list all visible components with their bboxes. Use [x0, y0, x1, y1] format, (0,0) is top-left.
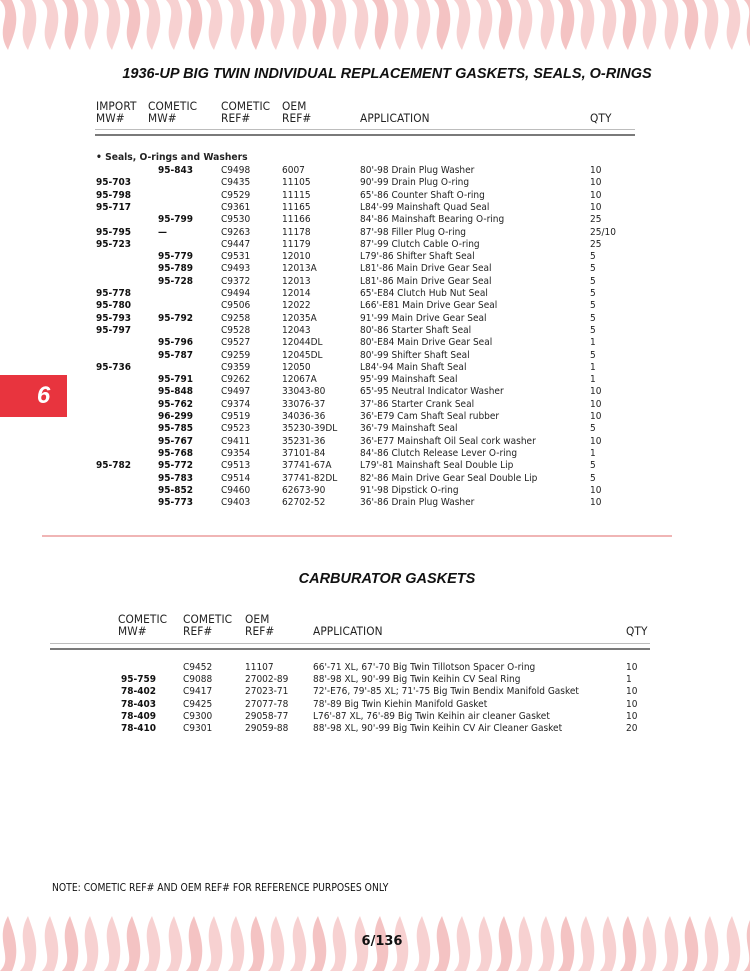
- cell-import-mw: 95-795: [96, 226, 132, 238]
- cell-import-mw: 95-736: [96, 361, 132, 373]
- cell-oem-ref: 12043: [282, 324, 311, 336]
- cell-import-mw: 95-717: [96, 201, 132, 213]
- cell-cometic-mw: —: [158, 226, 167, 238]
- table-row: [0, 411, 750, 423]
- cell-oem-ref: 12013A: [282, 263, 317, 275]
- carb-header-rule-light: [50, 643, 650, 644]
- carb-header-cometic-ref: [183, 613, 232, 637]
- cell-application: 80'-86 Starter Shaft Seal: [360, 324, 472, 336]
- cell-qty: 5: [590, 349, 596, 361]
- cell-qty: 10: [626, 698, 638, 710]
- carb-header-rule-dark: [50, 648, 650, 650]
- cell-cometic-mw: 95-789: [158, 263, 194, 275]
- cell-qty: 10: [590, 484, 602, 496]
- cell-qty: 20: [626, 723, 638, 734]
- cell-cometic-ref: C9088: [183, 674, 213, 686]
- cell-cometic-ref: C9529: [221, 189, 251, 201]
- cell-application: 87'-98 Filler Plug O-ring: [360, 226, 467, 238]
- cell-oem-ref: 37741-82DL: [282, 472, 338, 484]
- cell-oem-ref: 27023-71: [245, 686, 289, 698]
- table-row: [0, 674, 750, 686]
- flame-shape: [702, 0, 718, 50]
- flame-shape: [82, 0, 98, 50]
- flame-shape: [558, 0, 574, 50]
- cell-cometic-ref: C9528: [221, 324, 251, 336]
- cell-cometic-mw: 95-796: [158, 337, 194, 349]
- header-oem-ref: [282, 100, 311, 124]
- cell-cometic-mw: 78-409: [121, 710, 157, 722]
- flame-shape: [166, 0, 182, 50]
- cell-qty: 10: [590, 201, 602, 213]
- cell-cometic-ref: C9374: [221, 398, 251, 410]
- cell-qty: 25/10: [590, 226, 616, 238]
- cell-application: 36'-E79 Cam Shaft Seal rubber: [360, 411, 500, 422]
- cell-cometic-mw: 95-762: [158, 398, 194, 410]
- cell-application: 87'-99 Clutch Cable O-ring: [360, 238, 480, 250]
- cell-application: 78'-89 Big Twin Kiehin Manifold Gasket: [313, 698, 488, 710]
- cell-oem-ref: 27077-78: [245, 698, 289, 710]
- cell-oem-ref: 29059-88: [245, 723, 289, 734]
- cell-qty: 5: [590, 263, 596, 275]
- header-line: COMETIC: [148, 99, 198, 113]
- cell-application: 37'-86 Starter Crank Seal: [360, 398, 475, 410]
- flame-shape: [578, 0, 594, 50]
- cell-oem-ref: 37101-84: [282, 447, 326, 459]
- flame-shape: [62, 0, 78, 50]
- cell-cometic-ref: C9301: [183, 723, 213, 734]
- cell-qty: 10: [590, 165, 602, 176]
- group-label: • Seals, O-rings and Washers: [96, 152, 248, 163]
- table-row: [0, 202, 750, 214]
- header-line: REF#: [221, 111, 251, 125]
- cell-cometic-ref: C9425: [183, 698, 213, 710]
- table-row: [0, 177, 750, 189]
- flame-shape: [682, 0, 698, 50]
- page-number: 6/136: [361, 934, 403, 949]
- header-cometic-ref: [221, 100, 270, 124]
- cell-application: 65'-86 Counter Shaft O-ring: [360, 189, 485, 201]
- flame-shape: [662, 0, 678, 50]
- cell-application: L84'-94 Main Shaft Seal: [360, 361, 467, 373]
- cell-cometic-mw: 95-785: [158, 423, 194, 435]
- cell-oem-ref: 11179: [282, 238, 311, 250]
- cell-application: L84'-99 Mainshaft Quad Seal: [360, 201, 490, 213]
- cell-cometic-ref: C9300: [183, 710, 213, 722]
- table-row: [0, 662, 750, 674]
- cell-cometic-mw: 95-791: [158, 374, 194, 386]
- cell-import-mw: 95-780: [96, 300, 132, 312]
- flame-shape: [372, 0, 388, 50]
- cell-application: L79'-86 Shifter Shaft Seal: [360, 251, 475, 263]
- cell-qty: 1: [626, 674, 632, 686]
- flame-shape: [496, 0, 512, 50]
- footer-note: NOTE: COMETIC REF# AND OEM REF# FOR REFERENCE PURPOSES ONLY: [52, 882, 389, 894]
- cell-cometic-mw: 95-767: [158, 435, 194, 447]
- table-row: [0, 300, 750, 312]
- cell-application: 66'-71 XL, 67'-70 Big Twin Tillotson Spacer O-ring: [313, 662, 536, 673]
- cell-cometic-mw: 95-852: [158, 484, 194, 496]
- cell-cometic-mw: 95-848: [158, 386, 194, 398]
- header-line: APPLICATION: [313, 624, 383, 638]
- cell-cometic-mw: 95-787: [158, 349, 194, 361]
- table-row: [0, 190, 750, 202]
- table-row: [0, 337, 750, 349]
- cell-cometic-mw: 95-799: [158, 214, 194, 226]
- table-row: [0, 276, 750, 288]
- cell-application: 91'-98 Dipstick O-ring: [360, 484, 459, 496]
- cell-import-mw: 95-798: [96, 189, 132, 201]
- cell-cometic-ref: C9523: [221, 423, 251, 435]
- flame-shape: [310, 0, 326, 50]
- flame-shape: [0, 0, 16, 50]
- section-divider: [42, 535, 672, 537]
- flame-border-icon: [0, 0, 750, 58]
- cell-cometic-ref: C9359: [221, 361, 251, 373]
- carb-section-title: CARBURATOR GASKETS: [298, 571, 476, 587]
- cell-cometic-mw: 95-843: [158, 165, 194, 176]
- cell-oem-ref: 12067A: [282, 374, 317, 386]
- table-row: [0, 711, 750, 723]
- cell-application: 95'-99 Mainshaft Seal: [360, 374, 458, 386]
- table-row: [0, 423, 750, 435]
- cell-cometic-ref: C9497: [221, 386, 251, 398]
- cell-application: 84'-86 Clutch Release Lever O-ring: [360, 447, 518, 459]
- cell-qty: 5: [590, 312, 596, 324]
- cell-application: 65'-95 Neutral Indicator Washer: [360, 386, 504, 398]
- cell-oem-ref: 12050: [282, 361, 311, 373]
- cell-import-mw: 95-703: [96, 177, 132, 189]
- cell-cometic-ref: C9519: [221, 411, 251, 422]
- carb-header-application: [313, 625, 383, 637]
- table-row: [0, 686, 750, 698]
- header-line: OEM: [245, 612, 270, 626]
- flame-shape: [434, 0, 450, 50]
- cell-import-mw: 95-723: [96, 238, 132, 250]
- header-qty: [590, 112, 612, 124]
- cell-cometic-mw: 95-779: [158, 251, 194, 263]
- header-line: COMETIC: [183, 612, 233, 626]
- table-row: [0, 723, 750, 735]
- cell-cometic-ref: C9361: [221, 201, 251, 213]
- table-row: [0, 251, 750, 263]
- flame-shape: [476, 0, 492, 50]
- header-line: MW#: [148, 111, 177, 125]
- flame-shape: [104, 0, 120, 50]
- cell-cometic-mw: 78-403: [121, 698, 157, 710]
- cell-application: 82'-86 Main Drive Gear Seal Double Lip: [360, 472, 538, 484]
- flame-shape: [392, 0, 408, 50]
- flame-shape: [640, 0, 656, 50]
- cell-application: L76'-87 XL, 76'-89 Big Twin Keihin air cleaner Gasket: [313, 710, 550, 722]
- table-row: [0, 165, 750, 177]
- cell-cometic-ref: C9493: [221, 263, 251, 275]
- cell-qty: 10: [590, 177, 602, 189]
- table-row: [0, 239, 750, 251]
- cell-application: 36'-86 Drain Plug Washer: [360, 497, 475, 509]
- flame-shape: [248, 0, 264, 50]
- cell-cometic-ref: C9530: [221, 214, 251, 226]
- cell-cometic-ref: C9411: [221, 435, 251, 447]
- cell-application: 36'-E77 Mainshaft Oil Seal cork washer: [360, 435, 536, 447]
- cell-import-mw: 95-782: [96, 460, 132, 472]
- table-row: [0, 399, 750, 411]
- cell-oem-ref: 27002-89: [245, 674, 289, 686]
- cell-cometic-ref: C9258: [221, 312, 251, 324]
- cell-cometic-ref: C9447: [221, 238, 251, 250]
- flame-shape: [124, 0, 140, 50]
- cell-qty: 25: [590, 214, 602, 226]
- table-row: [0, 263, 750, 275]
- cell-qty: 10: [626, 686, 638, 698]
- cell-qty: 10: [590, 189, 602, 201]
- cell-oem-ref: 35231-36: [282, 435, 326, 447]
- flame-shape: [600, 0, 616, 50]
- cell-cometic-mw: 78-410: [121, 723, 157, 734]
- cell-qty: 5: [590, 324, 596, 336]
- header-rule-dark: [95, 134, 635, 136]
- cell-qty: 1: [590, 337, 596, 349]
- cell-oem-ref: 33076-37: [282, 398, 326, 410]
- cell-qty: 10: [590, 497, 602, 509]
- cell-oem-ref: 11178: [282, 226, 311, 238]
- flame-shape: [724, 0, 740, 50]
- flame-border-top: [0, 0, 750, 58]
- flame-shape: [414, 0, 430, 50]
- cell-oem-ref: 12022: [282, 300, 311, 312]
- cell-cometic-mw: 95-772: [158, 460, 194, 472]
- cell-cometic-mw: 78-402: [121, 686, 157, 698]
- flame-shape: [352, 0, 368, 50]
- cell-application: 88'-98 XL, 90'-99 Big Twin Keihin CV Air Cleaner Gasket: [313, 723, 563, 734]
- flame-shape: [206, 0, 222, 50]
- header-line: APPLICATION: [360, 111, 430, 125]
- header-line: MW#: [118, 624, 147, 638]
- cell-cometic-ref: C9460: [221, 484, 251, 496]
- flame-shape: [620, 0, 636, 50]
- cell-application: 90'-99 Drain Plug O-ring: [360, 177, 470, 189]
- cell-cometic-ref: C9498: [221, 165, 251, 176]
- flame-shape: [228, 0, 244, 50]
- carb-header-cometic-mw: [118, 613, 167, 637]
- header-line: REF#: [282, 111, 312, 125]
- table-row: [0, 386, 750, 398]
- cell-oem-ref: 12013: [282, 275, 311, 287]
- cell-cometic-ref: C9262: [221, 374, 251, 386]
- header-line: OEM: [282, 99, 307, 113]
- cell-application: 91'-99 Main Drive Gear Seal: [360, 312, 487, 324]
- cell-qty: 1: [590, 374, 596, 386]
- table-row: [0, 350, 750, 362]
- cell-qty: 10: [590, 435, 602, 447]
- cell-application: 84'-86 Mainshaft Bearing O-ring: [360, 214, 505, 226]
- flame-shape: [268, 0, 284, 50]
- cell-oem-ref: 12045DL: [282, 349, 323, 361]
- cell-oem-ref: 12014: [282, 288, 311, 299]
- carb-header-qty: [626, 625, 648, 637]
- flame-shape: [20, 0, 36, 50]
- carb-header-oem-ref: [245, 613, 274, 637]
- table-row: [0, 436, 750, 448]
- cell-import-mw: 95-793: [96, 312, 132, 324]
- table-row: [0, 288, 750, 300]
- cell-cometic-ref: C9372: [221, 275, 251, 287]
- cell-oem-ref: 12035A: [282, 312, 317, 324]
- table-row: [0, 485, 750, 497]
- cell-cometic-ref: C9435: [221, 177, 251, 189]
- cell-cometic-ref: C9531: [221, 251, 251, 263]
- cell-cometic-ref: C9354: [221, 447, 251, 459]
- table-row: [0, 227, 750, 239]
- table-row: [0, 497, 750, 509]
- table-row: [0, 374, 750, 386]
- flame-shape: [330, 0, 346, 50]
- flame-shape: [744, 0, 750, 50]
- cell-qty: 25: [590, 238, 602, 250]
- cell-cometic-mw: 95-759: [121, 674, 157, 686]
- cell-oem-ref: 62673-90: [282, 484, 326, 496]
- cell-qty: 10: [626, 662, 638, 673]
- cell-qty: 10: [590, 411, 602, 422]
- header-import-mw: [96, 100, 137, 124]
- header-line: REF#: [183, 624, 213, 638]
- header-line: IMPORT: [96, 99, 137, 113]
- flame-shape: [42, 0, 58, 50]
- cell-application: 80'-E84 Main Drive Gear Seal: [360, 337, 493, 349]
- cell-cometic-ref: C9494: [221, 288, 251, 299]
- cell-application: L66'-E81 Main Drive Gear Seal: [360, 300, 498, 312]
- cell-qty: 5: [590, 300, 596, 312]
- cell-oem-ref: 11165: [282, 201, 311, 213]
- table-row: [0, 313, 750, 325]
- cell-qty: 1: [590, 447, 596, 459]
- flame-shape: [144, 0, 160, 50]
- header-line: COMETIC: [118, 612, 168, 626]
- table-row: [0, 325, 750, 337]
- cell-qty: 10: [590, 398, 602, 410]
- cell-oem-ref: 62702-52: [282, 497, 326, 509]
- cell-qty: 5: [590, 460, 596, 472]
- flame-shape: [290, 0, 306, 50]
- page-title: 1936-UP BIG TWIN INDIVIDUAL REPLACEMENT GASKETS, SEALS, O-RINGS: [122, 66, 652, 82]
- cell-qty: 10: [590, 386, 602, 398]
- table-row: [0, 699, 750, 711]
- table-row: [0, 460, 750, 472]
- cell-application: 65'-E84 Clutch Hub Nut Seal: [360, 288, 488, 299]
- flame-shape: [538, 0, 554, 50]
- cell-cometic-ref: C9513: [221, 460, 251, 472]
- cell-oem-ref: 35230-39DL: [282, 423, 338, 435]
- cell-application: 80'-99 Shifter Shaft Seal: [360, 349, 470, 361]
- cell-cometic-mw: 95-768: [158, 447, 194, 459]
- cell-application: 80'-98 Drain Plug Washer: [360, 165, 475, 176]
- cell-cometic-mw: 95-792: [158, 312, 194, 324]
- cell-qty: 10: [626, 710, 638, 722]
- cell-application: 72'-E76, 79'-85 XL; 71'-75 Big Twin Bendix Manifold Gasket: [313, 686, 579, 698]
- cell-application: L81'-86 Main Drive Gear Seal: [360, 275, 492, 287]
- header-line: COMETIC: [221, 99, 271, 113]
- table-row: [0, 362, 750, 374]
- cell-application: L81'-86 Main Drive Gear Seal: [360, 263, 492, 275]
- header-rule-light: [95, 129, 635, 130]
- cell-oem-ref: 12010: [282, 251, 311, 263]
- table-row: [0, 473, 750, 485]
- cell-import-mw: 95-797: [96, 324, 132, 336]
- cell-cometic-ref: C9527: [221, 337, 251, 349]
- header-cometic-mw: [148, 100, 197, 124]
- cell-application: L79'-81 Mainshaft Seal Double Lip: [360, 460, 514, 472]
- cell-cometic-ref: C9506: [221, 300, 251, 312]
- header-line: QTY: [590, 111, 612, 125]
- cell-cometic-ref: C9514: [221, 472, 251, 484]
- cell-cometic-ref: C9403: [221, 497, 251, 509]
- cell-oem-ref: 37741-67A: [282, 460, 332, 472]
- cell-cometic-mw: 96-299: [158, 411, 194, 422]
- flame-shape: [186, 0, 202, 50]
- cell-qty: 5: [590, 472, 596, 484]
- cell-application: 36'-79 Mainshaft Seal: [360, 423, 458, 435]
- cell-qty: 5: [590, 275, 596, 287]
- flame-shape: [454, 0, 470, 50]
- cell-cometic-ref: C9259: [221, 349, 251, 361]
- header-line: QTY: [626, 624, 648, 638]
- cell-cometic-ref: C9452: [183, 662, 213, 673]
- cell-oem-ref: 12044DL: [282, 337, 323, 349]
- chapter-tab[interactable]: 6: [0, 375, 67, 417]
- cell-cometic-mw: 95-783: [158, 472, 194, 484]
- cell-qty: 5: [590, 288, 596, 299]
- cell-cometic-mw: 95-728: [158, 275, 194, 287]
- header-line: REF#: [245, 624, 275, 638]
- cell-qty: 1: [590, 361, 596, 373]
- header-application: [360, 112, 430, 124]
- cell-oem-ref: 6007: [282, 165, 305, 176]
- cell-cometic-ref: C9417: [183, 686, 213, 698]
- cell-qty: 5: [590, 251, 596, 263]
- cell-oem-ref: 29058-77: [245, 710, 289, 722]
- table-row: [0, 448, 750, 460]
- table-row: [0, 214, 750, 226]
- cell-oem-ref: 11115: [282, 189, 311, 201]
- cell-cometic-mw: 95-773: [158, 497, 194, 509]
- header-line: MW#: [96, 111, 125, 125]
- cell-oem-ref: 34036-36: [282, 411, 326, 422]
- cell-import-mw: 95-778: [96, 288, 132, 299]
- cell-oem-ref: 11105: [282, 177, 311, 189]
- cell-application: 88'-98 XL, 90'-99 Big Twin Keihin CV Seal Ring: [313, 674, 521, 686]
- cell-oem-ref: 11107: [245, 662, 274, 673]
- cell-qty: 5: [590, 423, 596, 435]
- flame-shape: [516, 0, 532, 50]
- cell-oem-ref: 33043-80: [282, 386, 326, 398]
- cell-oem-ref: 11166: [282, 214, 311, 226]
- cell-cometic-ref: C9263: [221, 226, 251, 238]
